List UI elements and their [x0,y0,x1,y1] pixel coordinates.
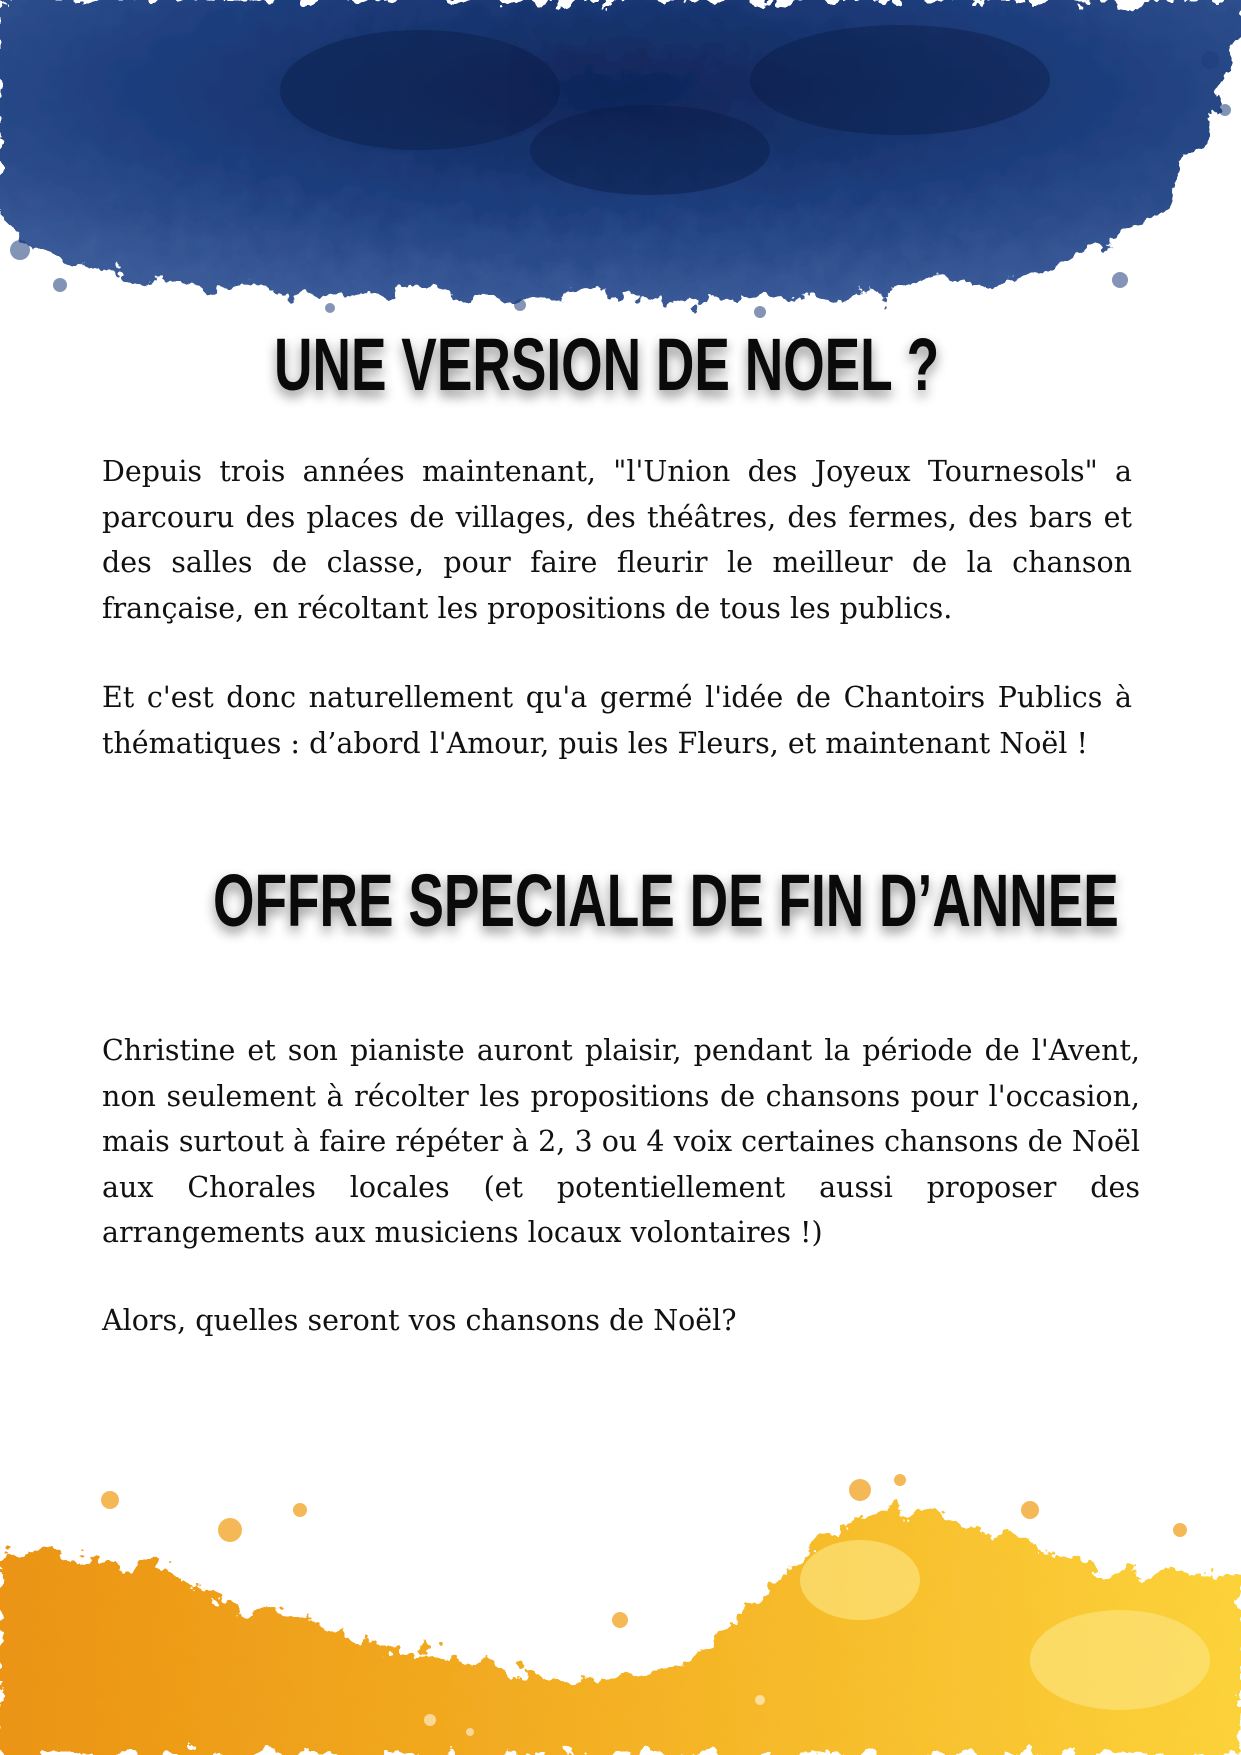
section-heading-special-offer: OFFRE SPECIALE DE FIN D’ANNEE [213,859,1119,942]
intro-paragraph: Depuis trois années maintenant, "l'Union des Joyeux Tournesols" a parcouru des places de villages, des théâtres, des fermes, des bars et des salles de classe, pour faire fleurir le meilleur de la chanson française, en récoltant les propositions de tous les publics. [102,455,1132,625]
yellow-paint-splash-decoration [0,1470,1241,1755]
section-heading-noel-version: UNE VERSION DE NOEL ? [274,323,940,406]
closing-question: Alors, quelles seront vos chansons de Noël? [102,1304,737,1337]
blue-paint-brush-decoration [0,0,1241,330]
offer-paragraph: Christine et son pianiste auront plaisir, pendant la période de l'Avent, non seulement à récolter les propositions de chansons pour l'occasion, mais surtout à faire répéter à 2, 3 ou 4 voix certaines chansons de Noël aux Chorales locales (et potentiellement aussi proposer des arrangements aux musiciens locaux volontaires !) [102,1034,1140,1249]
theme-paragraph: Et c'est donc naturellement qu'a germé l'idée de Chantoirs Publics à thématiques : d’abord l'Amour, puis les Fleurs, et maintenant Noël ! [102,681,1132,760]
